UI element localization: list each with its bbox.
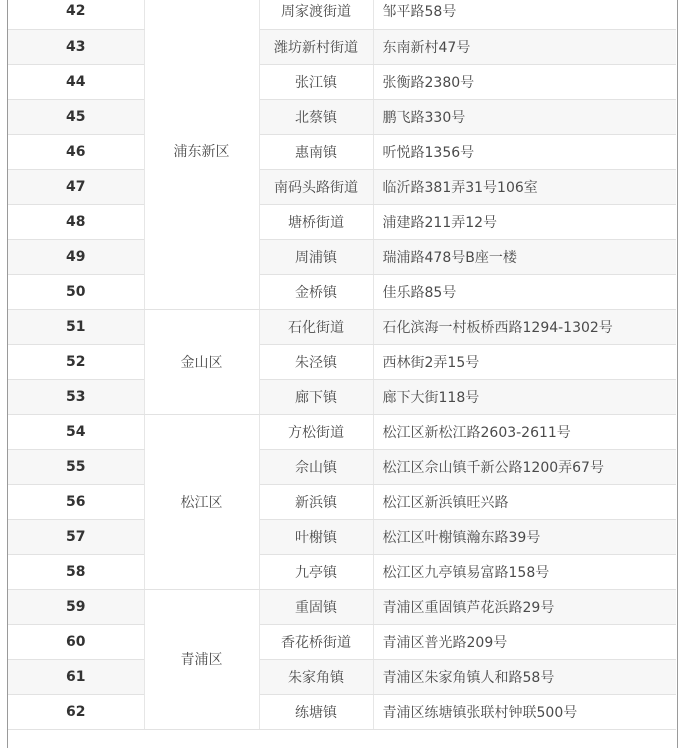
table-row <box>8 484 676 519</box>
row-number: 55 <box>8 449 144 484</box>
street-cell: 张江镇 <box>259 64 373 99</box>
street-cell: 香花桥街道 <box>259 624 373 659</box>
table-row <box>8 414 676 449</box>
row-number: 62 <box>8 694 144 729</box>
row-number: 54 <box>8 414 144 449</box>
row-number: 43 <box>8 29 144 64</box>
table-row <box>8 344 676 379</box>
address-cell: 松江区叶榭镇瀚东路39号 <box>373 519 676 554</box>
street-cell: 潍坊新村街道 <box>259 29 373 64</box>
table-row <box>8 204 676 239</box>
district-cell: 浦东新区 <box>144 0 259 309</box>
address-cell: 松江区佘山镇千新公路1200弄67号 <box>373 449 676 484</box>
address-cell: 廊下大街118号 <box>373 379 676 414</box>
table-row <box>8 379 676 414</box>
address-cell: 松江区新浜镇旺兴路 <box>373 484 676 519</box>
address-cell: 青浦区练塘镇张联村钟联500号 <box>373 694 676 729</box>
row-number: 58 <box>8 554 144 589</box>
address-cell: 松江区九亭镇易富路158号 <box>373 554 676 589</box>
address-cell: 浦建路211弄12号 <box>373 204 676 239</box>
row-number: 61 <box>8 659 144 694</box>
street-cell: 周浦镇 <box>259 239 373 274</box>
table-row <box>8 29 676 64</box>
table-row <box>8 449 676 484</box>
table-row <box>8 624 676 659</box>
table-row <box>8 519 676 554</box>
table-row <box>8 309 676 344</box>
table-row <box>8 99 676 134</box>
row-number: 44 <box>8 64 144 99</box>
address-cell: 青浦区普光路209号 <box>373 624 676 659</box>
table-row <box>8 169 676 204</box>
street-cell: 重固镇 <box>259 589 373 624</box>
row-number: 57 <box>8 519 144 554</box>
street-cell: 叶榭镇 <box>259 519 373 554</box>
row-number: 50 <box>8 274 144 309</box>
street-cell: 朱泾镇 <box>259 344 373 379</box>
address-cell: 听悦路1356号 <box>373 134 676 169</box>
row-number: 45 <box>8 99 144 134</box>
row-number: 52 <box>8 344 144 379</box>
row-number: 53 <box>8 379 144 414</box>
street-cell: 北蔡镇 <box>259 99 373 134</box>
table-row <box>8 0 676 29</box>
street-cell: 惠南镇 <box>259 134 373 169</box>
address-cell: 张衡路2380号 <box>373 64 676 99</box>
street-cell: 九亭镇 <box>259 554 373 589</box>
street-cell: 石化街道 <box>259 309 373 344</box>
district-cell: 金山区 <box>144 309 259 414</box>
table-row <box>8 554 676 589</box>
address-cell: 佳乐路85号 <box>373 274 676 309</box>
address-cell: 青浦区朱家角镇人和路58号 <box>373 659 676 694</box>
address-cell: 鹏飞路330号 <box>373 99 676 134</box>
address-cell: 西林街2弄15号 <box>373 344 676 379</box>
address-cell: 瑞浦路478号B座一楼 <box>373 239 676 274</box>
street-cell: 朱家角镇 <box>259 659 373 694</box>
district-cell: 松江区 <box>144 414 259 589</box>
row-number: 48 <box>8 204 144 239</box>
address-cell: 松江区新松江路2603-2611号 <box>373 414 676 449</box>
street-cell: 金桥镇 <box>259 274 373 309</box>
service-point-table <box>8 0 676 730</box>
address-cell: 东南新村47号 <box>373 29 676 64</box>
street-cell: 方松街道 <box>259 414 373 449</box>
row-number: 51 <box>8 309 144 344</box>
table-row <box>8 274 676 309</box>
address-cell: 临沂路381弄31号106室 <box>373 169 676 204</box>
row-number: 56 <box>8 484 144 519</box>
street-cell: 佘山镇 <box>259 449 373 484</box>
street-cell: 廊下镇 <box>259 379 373 414</box>
street-cell: 周家渡街道 <box>259 0 373 29</box>
address-cell: 石化滨海一村板桥西路1294-1302号 <box>373 309 676 344</box>
table-row <box>8 64 676 99</box>
row-number: 42 <box>8 0 144 29</box>
row-number: 46 <box>8 134 144 169</box>
street-cell: 练塘镇 <box>259 694 373 729</box>
row-number: 60 <box>8 624 144 659</box>
address-cell: 青浦区重固镇芦花浜路29号 <box>373 589 676 624</box>
table-row <box>8 694 676 729</box>
district-cell: 青浦区 <box>144 589 259 729</box>
address-cell: 邹平路58号 <box>373 0 676 29</box>
table-row <box>8 589 676 624</box>
row-number: 49 <box>8 239 144 274</box>
row-number: 47 <box>8 169 144 204</box>
street-cell: 塘桥街道 <box>259 204 373 239</box>
row-number: 59 <box>8 589 144 624</box>
table-row <box>8 239 676 274</box>
table-row <box>8 659 676 694</box>
street-cell: 南码头路街道 <box>259 169 373 204</box>
table-row <box>8 134 676 169</box>
street-cell: 新浜镇 <box>259 484 373 519</box>
